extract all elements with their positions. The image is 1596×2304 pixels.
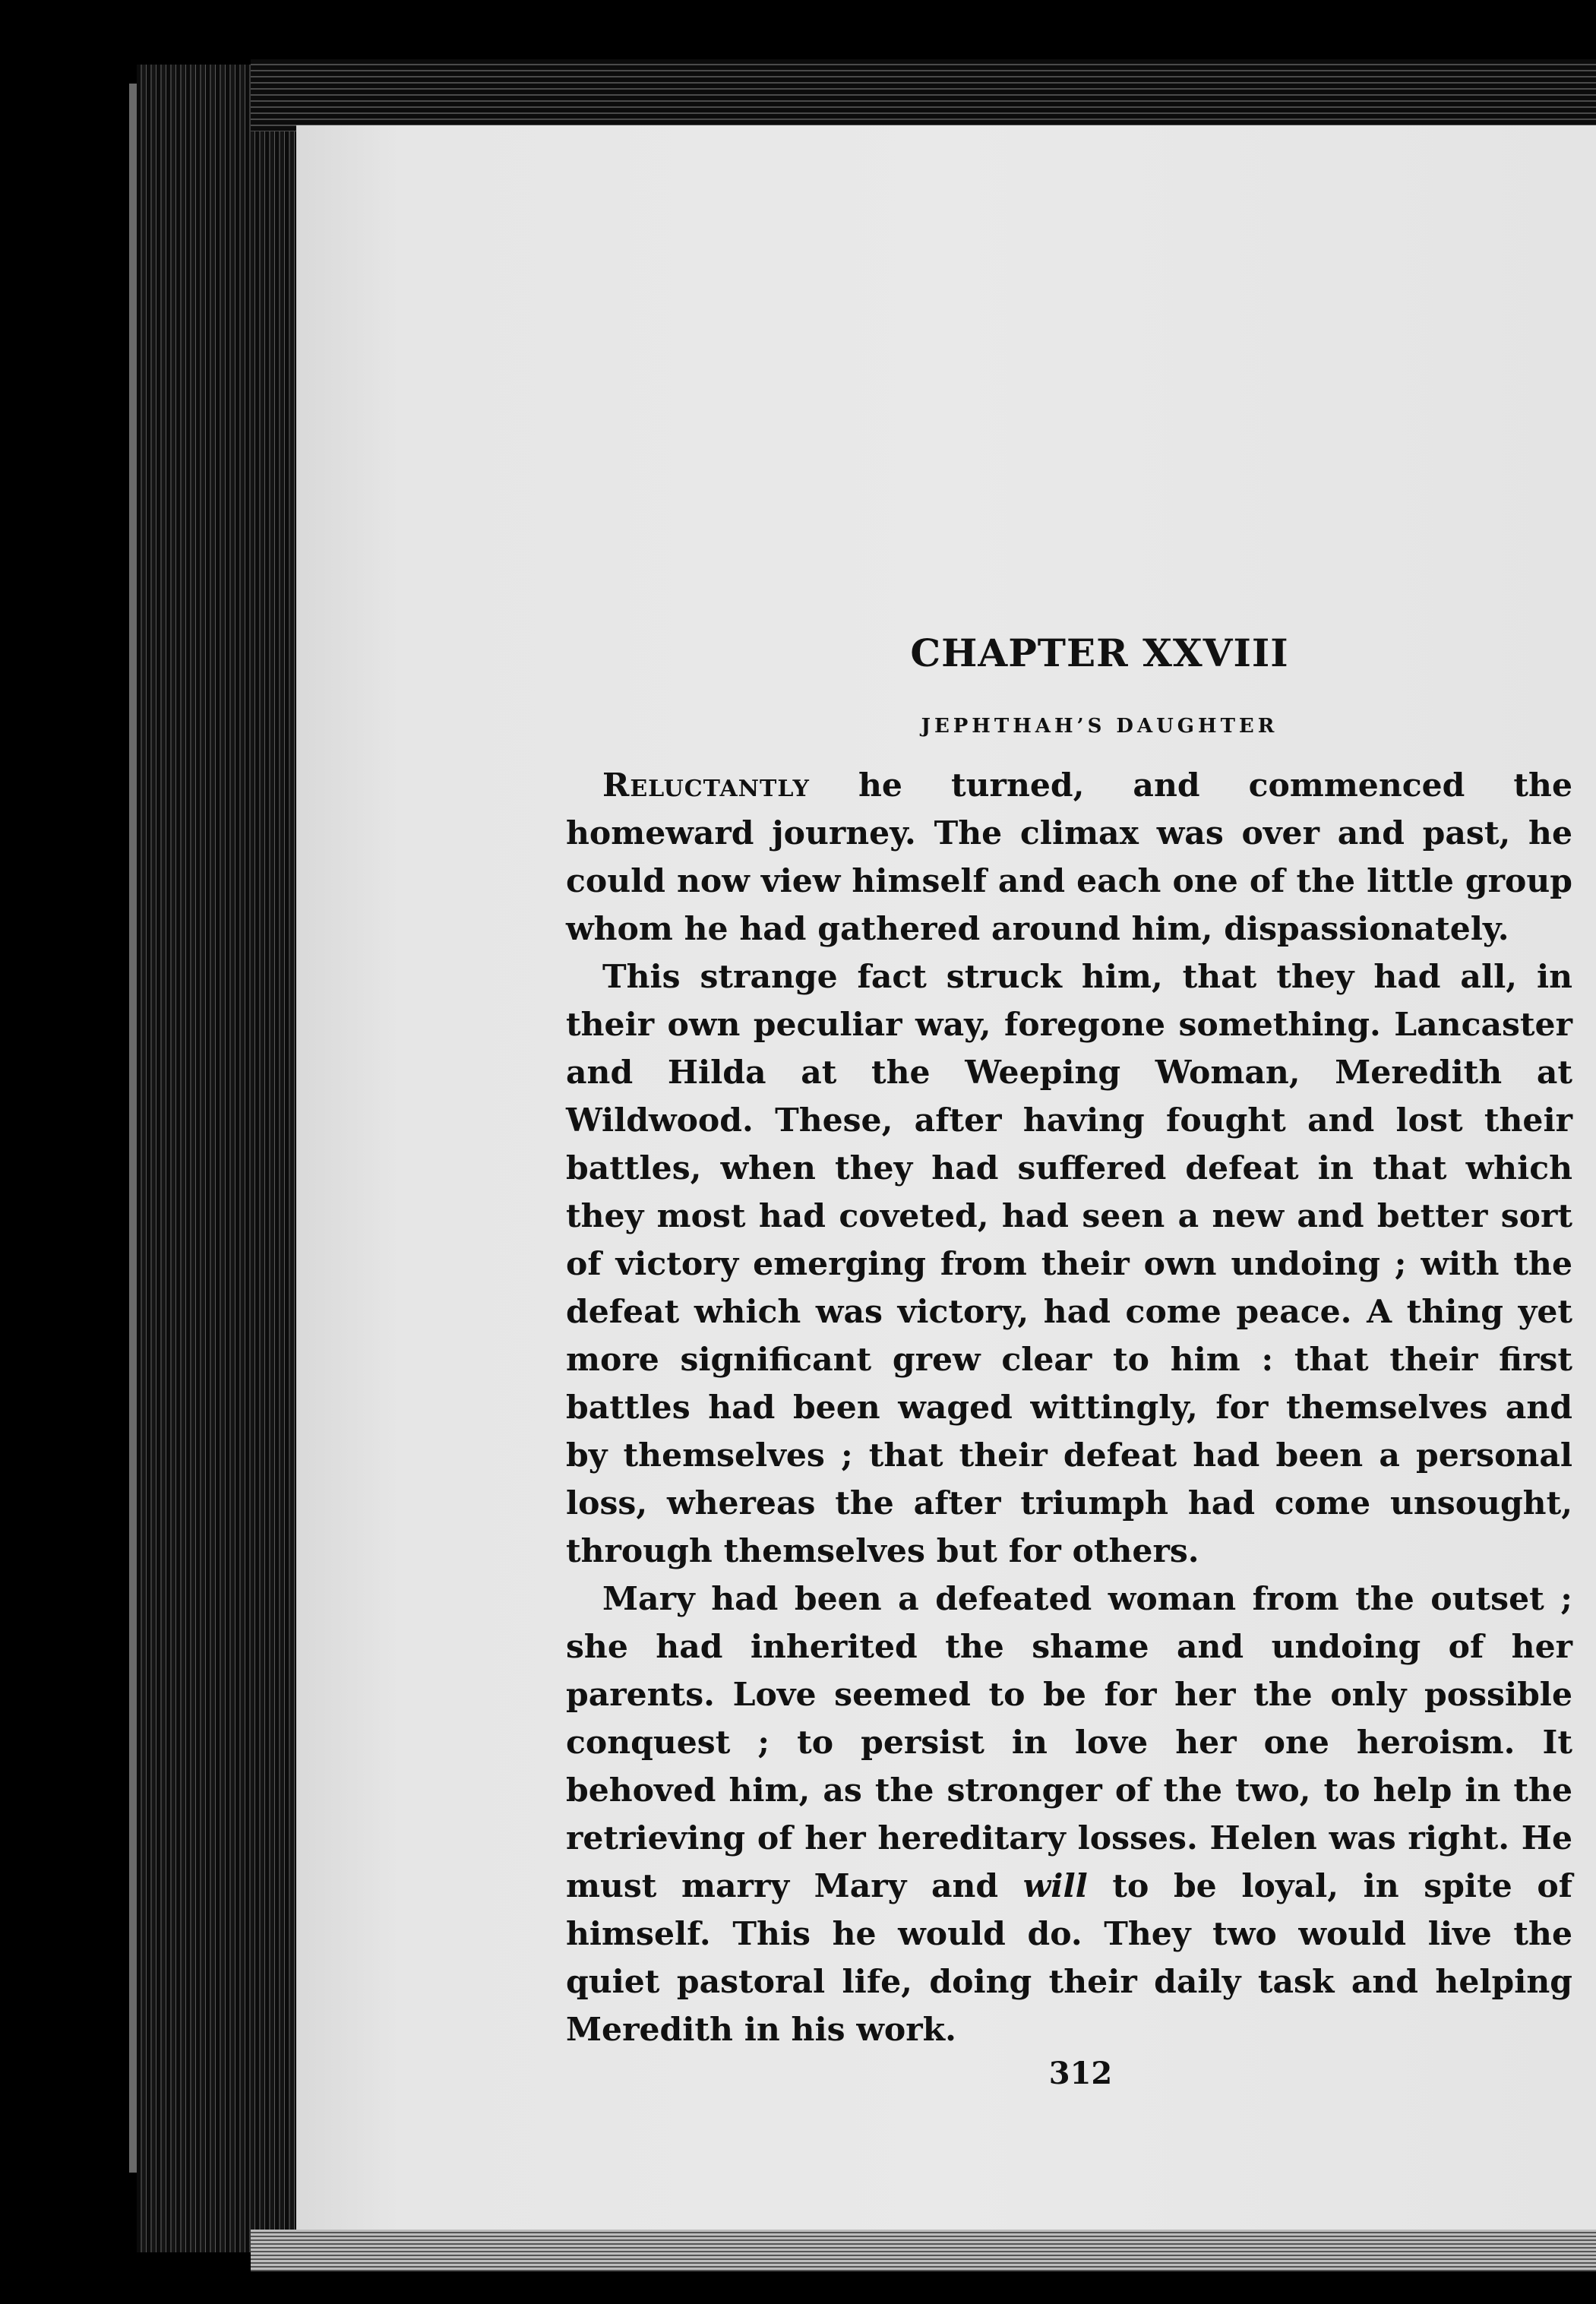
page-text-block	[566, 631, 1572, 2091]
chapter-subtitle: JEPHTHAH’S DAUGHTER	[921, 715, 1278, 738]
paragraph-1	[566, 762, 1572, 953]
page-number: 312	[1048, 2056, 1113, 2091]
paragraph-3-text-before: Mary had been a defeated woman from the outset ; she had inherited the shame and undoing of her parents. Love seemed to be for her the only possible conquest ; to persist in love her one heroism. It behoved him, as the stronger of the two, to help in the retrieving of her hereditary losses. Helen was right. He must marry Mary and	[566, 1580, 1572, 1905]
paragraph-1-text: he turned, and commenced the homeward journey. The climax was over and past, he could now view himself and each one of the little group whom he had gathered around him, dispassionately.	[566, 766, 1572, 948]
book-top-edge	[251, 59, 1596, 131]
book-page-edges	[137, 65, 304, 2252]
paragraph-3-text-after: to be loyal, in spite of himself. This he would do. They two would live the quiet pastoral life, doing their daily task and helping Meredith in his work.	[566, 1867, 1573, 2049]
paragraph-3-emphasis: will	[1022, 1867, 1088, 1905]
book-bottom-edge	[251, 2230, 1596, 2271]
chapter-title: CHAPTER XXVIII	[910, 631, 1289, 675]
paragraph-3	[566, 1576, 1572, 2054]
paragraph-2: This strange fact struck him, that they had all, in their own peculiar way, foregone something. Lancaster and Hilda at the Weeping Woman, Meredith at Wildwood. These, after having fought and lost their battles, when they had suffered defeat in that which they most had coveted, had seen a new and better sort of victory emerging from their own undoing ; with the defeat which was victory, had come peace. A thing yet more significant grew clear to him : that their first battles had been waged wittingly, for themselves and by themselves ; that their defeat had been a personal loss, whereas the after triumph had come unsought, through themselves but for others.	[566, 958, 1572, 1570]
paragraph-1-lead: Reluctantly	[602, 766, 810, 804]
